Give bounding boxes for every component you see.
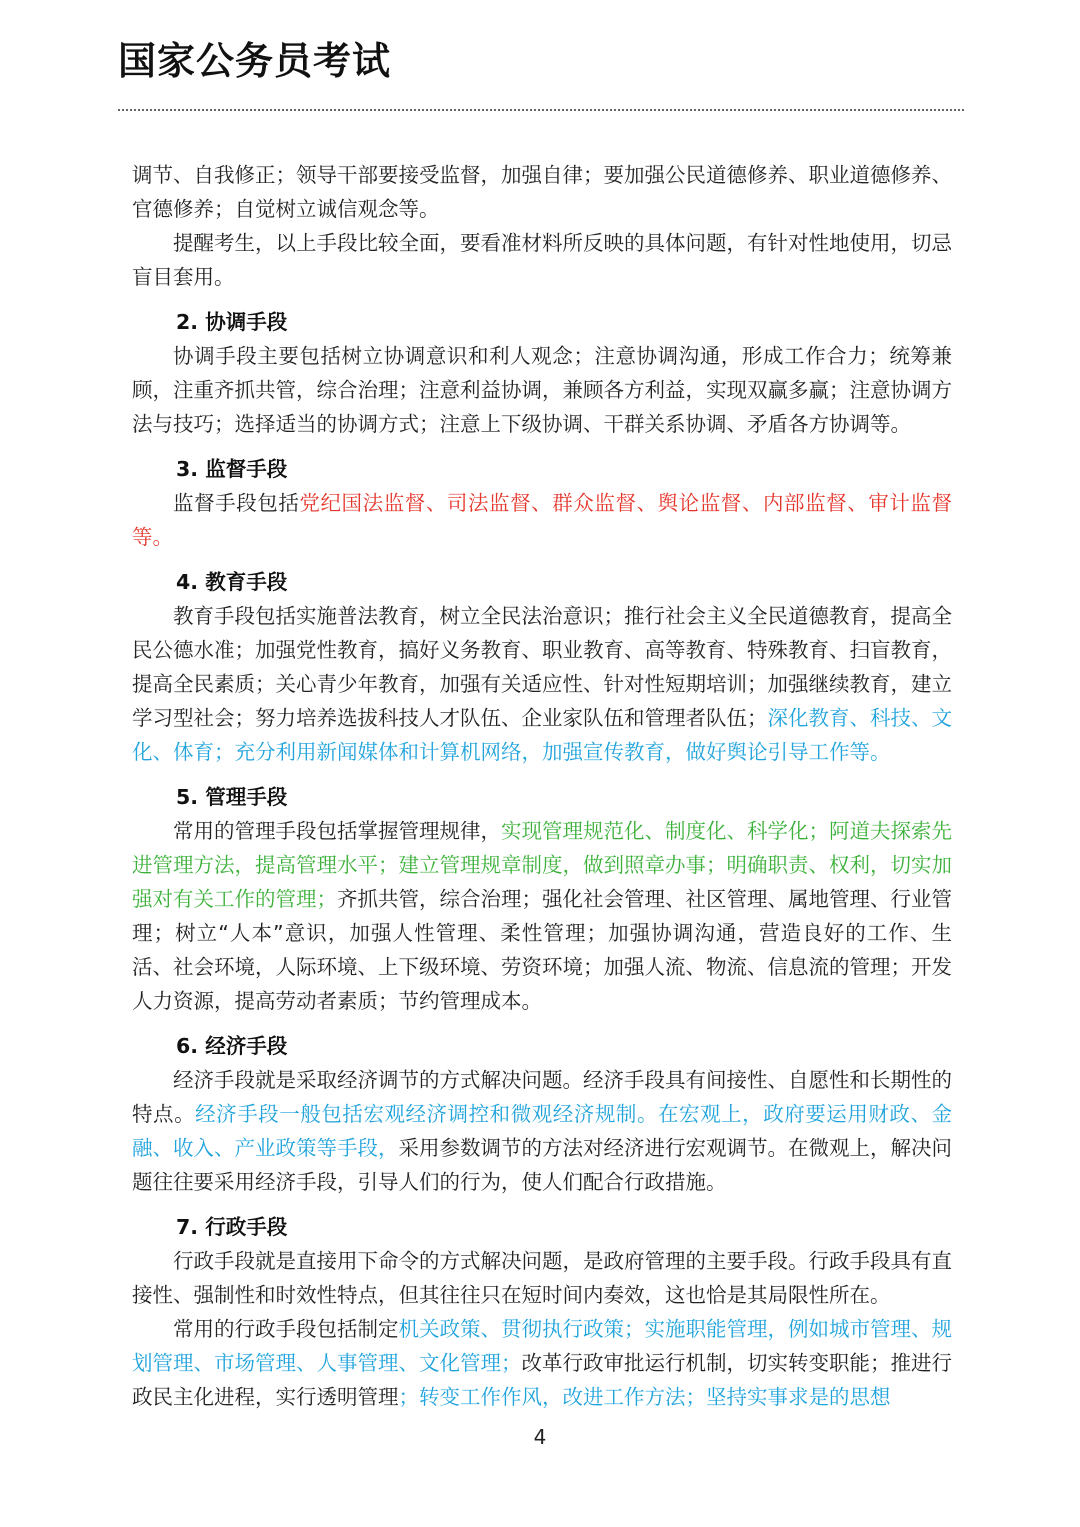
text-segment: 常用的管理手段包括掌握管理规律， [173,819,501,843]
paragraph-supervision [132,486,952,554]
section-heading-management: 5. 管理手段 [176,785,288,809]
page-title: 国家公务员考试 [118,39,392,83]
header-divider [118,109,964,111]
paragraph-coordination: 协调手段主要包括树立协调意识和利人观念；注意协调沟通，形成工作合力；统筹兼顾，注重齐抓共管，综合治理；注意利益协调，兼顾各方利益，实现双赢多赢；注意协调方法与技巧；选择适当的协调方式；注意上下级协调、干群关系协调、矛盾各方协调等。 [132,344,952,436]
text-segment: 经济手段就是采取经济调节的方式解决问题。经济手段具有间接性、自愿性和长期性的特点。 [132,1068,952,1126]
text-segment: 采用参数调节的方法对经济进行宏观调节。在微观上，解决问题往往要采用经济手段，引导人们的行为，使人们配合行政措施。 [132,1136,952,1194]
paragraph-economic [132,1063,952,1199]
highlight-red-text: 党纪国法监督、司法监督、群众监督、舆论监督、内部监督、审计监督等。 [132,491,953,549]
paragraph-management [132,814,952,1018]
text-segment: 监督手段包括 [173,491,300,515]
highlight-blue-text: 经济手段一般包括宏观经济调控和微观经济规制。在宏观上，政府要运用财政、金融、收入、产业政策等手段， [132,1102,953,1160]
text-segment: 常用的行政手段包括制定 [173,1317,399,1341]
paragraph-administrative-2 [132,1312,952,1414]
paragraph-intro-2: 提醒考生，以上手段比较全面，要看准材料所反映的具体问题，有针对性地使用，切忌盲目套用。 [132,231,952,289]
text-segment: 教育手段包括实施普法教育，树立全民法治意识；推行社会主义全民道德教育，提高全民公德水准；加强党性教育，搞好义务教育、职业教育、高等教育、特殊教育、扫盲教育，提高全民素质；关心青少年教育，加强有关适应性、针对性短期培训；加强继续教育，建立学习型社会；努力培养选拔科技人才队伍、企业家队伍和管理者队伍； [132,604,952,730]
page-number: 4 [533,1425,547,1449]
section-heading-education: 4. 教育手段 [176,570,288,594]
paragraph-intro-1: 调节、自我修正；领导干部要接受监督，加强自律；要加强公民道德修养、职业道德修养、官德修养；自觉树立诚信观念等。 [132,163,952,221]
document-body [132,158,952,1414]
section-heading-economic: 6. 经济手段 [176,1034,288,1058]
highlight-blue-text: ；转变工作作风，改进工作方法；坚持实事求是的思想 [398,1385,891,1409]
highlight-green-text: 实现管理规范化、制度化、科学化；阿道夫探索先进管理方法，提高管理水平；建立管理规章制度，做到照章办事；明确职责、权利，切实加强对有关工作的管理； [132,819,952,911]
section-heading-coordination: 2. 协调手段 [176,310,288,334]
section-heading-administrative: 7. 行政手段 [176,1215,288,1239]
text-segment: 改革行政审批运行机制，切实转变职能；推进行政民主化进程，实行透明管理 [132,1351,952,1409]
highlight-blue-text: 机关政策、贯彻执行政策；实施职能管理，例如城市管理、规划管理、市场管理、人事管理、文化管理； [132,1317,952,1375]
paragraph-administrative-1: 行政手段就是直接用下命令的方式解决问题，是政府管理的主要手段。行政手段具有直接性、强制性和时效性特点，但其往往只在短时间内奏效，这也恰是其局限性所在。 [132,1249,952,1307]
highlight-blue-text: 深化教育、科技、文化、体育；充分利用新闻媒体和计算机网络，加强宣传教育，做好舆论引导工作等。 [132,706,952,764]
text-segment: 齐抓共管，综合治理；强化社会管理、社区管理、属地管理、行业管理；树立“人本”意识，加强人性管理、柔性管理；加强协调沟通，营造良好的工作、生活、社会环境，人际环境、上下级环境、劳资环境；加强人流、物流、信息流的管理；开发人力资源，提高劳动者素质；节约管理成本。 [132,887,952,1013]
section-heading-supervision: 3. 监督手段 [176,457,288,481]
paragraph-education [132,599,952,769]
